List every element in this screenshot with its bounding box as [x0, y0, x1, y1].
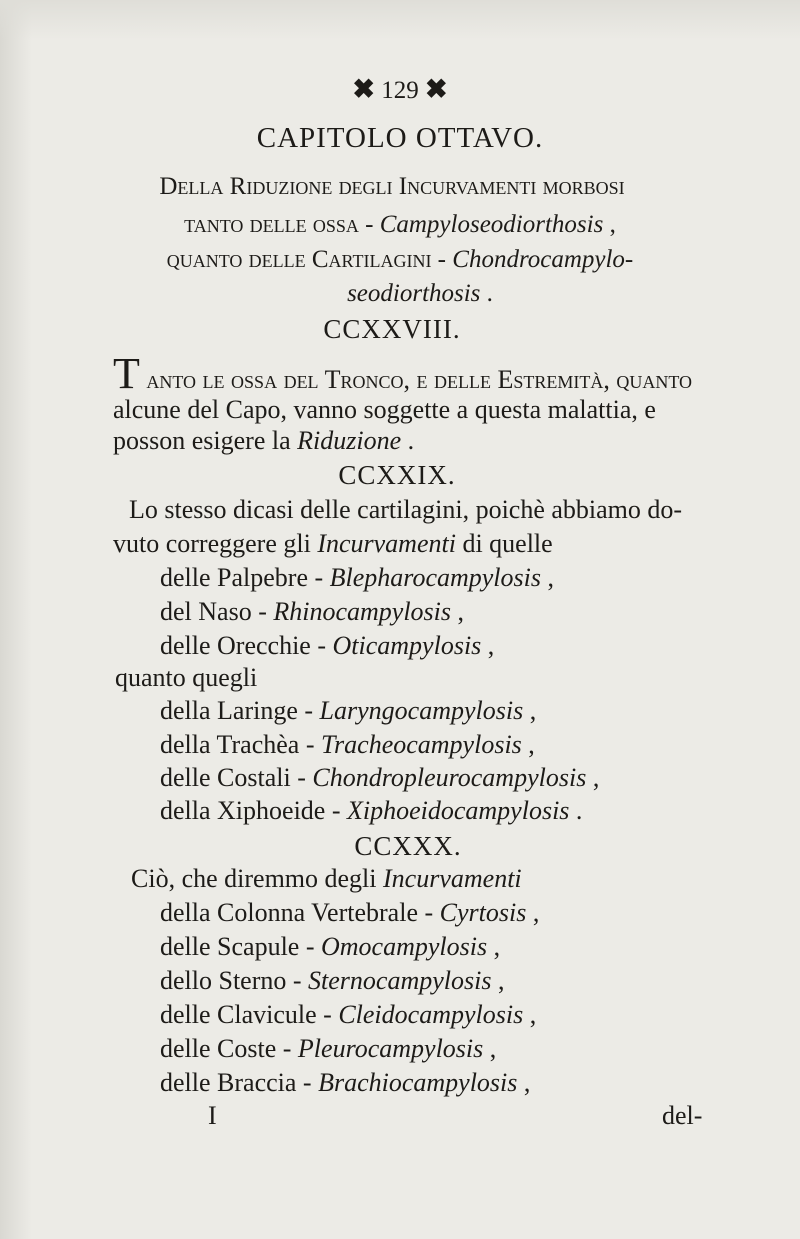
catchword: del- — [662, 1101, 703, 1130]
latin-term: Oticampylosis — [332, 631, 482, 660]
list-item: delle Braccia - Brachiocampylosis , — [160, 1068, 531, 1097]
section-number: CCXXX. — [354, 831, 462, 861]
list-item: della Trachèa - Tracheocampylosis , — [160, 730, 535, 759]
list-item: delle Palpebre - Blepharocampylosis , — [160, 563, 554, 592]
paragraph-line: quanto quegli — [115, 663, 258, 692]
list-item: dello Sterno - Sternocampylosis , — [160, 966, 505, 995]
latin-term: Pleurocampylosis — [297, 1034, 484, 1063]
paragraph-line: alcune del Capo, vanno soggette a questa malattia, e — [113, 395, 656, 424]
latin-term: Cleidocampylosis — [338, 1000, 524, 1029]
latin-term: Incurvamenti — [383, 864, 522, 893]
paragraph-line: Lo stesso dicasi delle cartilagini, poichè abbiamo do- — [129, 495, 683, 524]
list-item: delle Orecchie - Oticampylosis , — [160, 631, 495, 660]
list-item: delle Coste - Pleurocampylosis , — [160, 1034, 497, 1063]
latin-term: Incurvamenti — [317, 529, 456, 558]
chapter-title: CAPITOLO OTTAVO. — [256, 122, 544, 154]
list-item: delle Clavicule - Cleidocampylosis , — [160, 1000, 537, 1029]
subtitle-line-3: quanto delle Cartilagini - Chondrocampylo- — [166, 246, 634, 273]
subtitle-line-2: tanto delle ossa - Campyloseodiorthosis , — [184, 211, 616, 238]
latin-term: Chondropleurocampylosis — [312, 763, 587, 792]
section-number: CCXXIX. — [338, 460, 456, 490]
latin-term: Riduzione — [297, 426, 402, 455]
page-number: 129 — [381, 77, 419, 104]
folio-ornament-left-icon: ✖ — [352, 74, 375, 104]
running-head — [0, 76, 800, 103]
page-shadow-top — [0, 0, 800, 40]
paragraph-line: Ciò, che diremmo degli Incurvamenti — [131, 864, 522, 893]
subtitle-line-1: Della Riduzione degli Incurvamenti morbosi — [159, 173, 625, 200]
paragraph-line: vuto correggere gli Incurvamenti di quelle — [113, 529, 553, 558]
paragraph-line: posson esigere la Riduzione . — [113, 426, 415, 455]
folio-ornament-right-icon: ✖ — [425, 74, 448, 104]
latin-term: Sternocampylosis — [308, 966, 492, 995]
paragraph-line: T anto le ossa del Tronco, e delle Estremità, quanto — [113, 349, 692, 398]
drop-cap: T — [113, 349, 140, 398]
section-number: CCXXVIII. — [323, 314, 461, 344]
latin-term: Omocampylosis — [321, 932, 488, 961]
latin-term: Tracheocampylosis — [321, 730, 522, 759]
list-item: delle Costali - Chondropleurocampylosis , — [160, 763, 600, 792]
list-item: della Xiphoeide - Xiphoeidocampylosis . — [160, 796, 583, 825]
latin-term: Campyloseodiorthosis — [379, 211, 604, 238]
list-item: della Laringe - Laryngocampylosis , — [160, 696, 537, 725]
latin-term: Cyrtosis — [439, 898, 527, 927]
subtitle-line-4: seodiorthosis . — [347, 280, 493, 307]
signature-mark: I — [208, 1101, 217, 1130]
list-item: della Colonna Vertebrale - Cyrtosis , — [160, 898, 540, 927]
latin-term: seodiorthosis — [347, 280, 481, 307]
latin-term: Laryngocampylosis — [319, 696, 524, 725]
latin-term: Chondrocampylo- — [452, 246, 634, 273]
list-item: del Naso - Rhinocampylosis , — [160, 597, 465, 626]
latin-term: Blepharocampylosis — [329, 563, 541, 592]
list-item: delle Scapule - Omocampylosis , — [160, 932, 501, 961]
latin-term: Xiphoeidocampylosis — [347, 796, 570, 825]
latin-term: Brachiocampylosis — [318, 1068, 518, 1097]
latin-term: Rhinocampylosis — [273, 597, 452, 626]
